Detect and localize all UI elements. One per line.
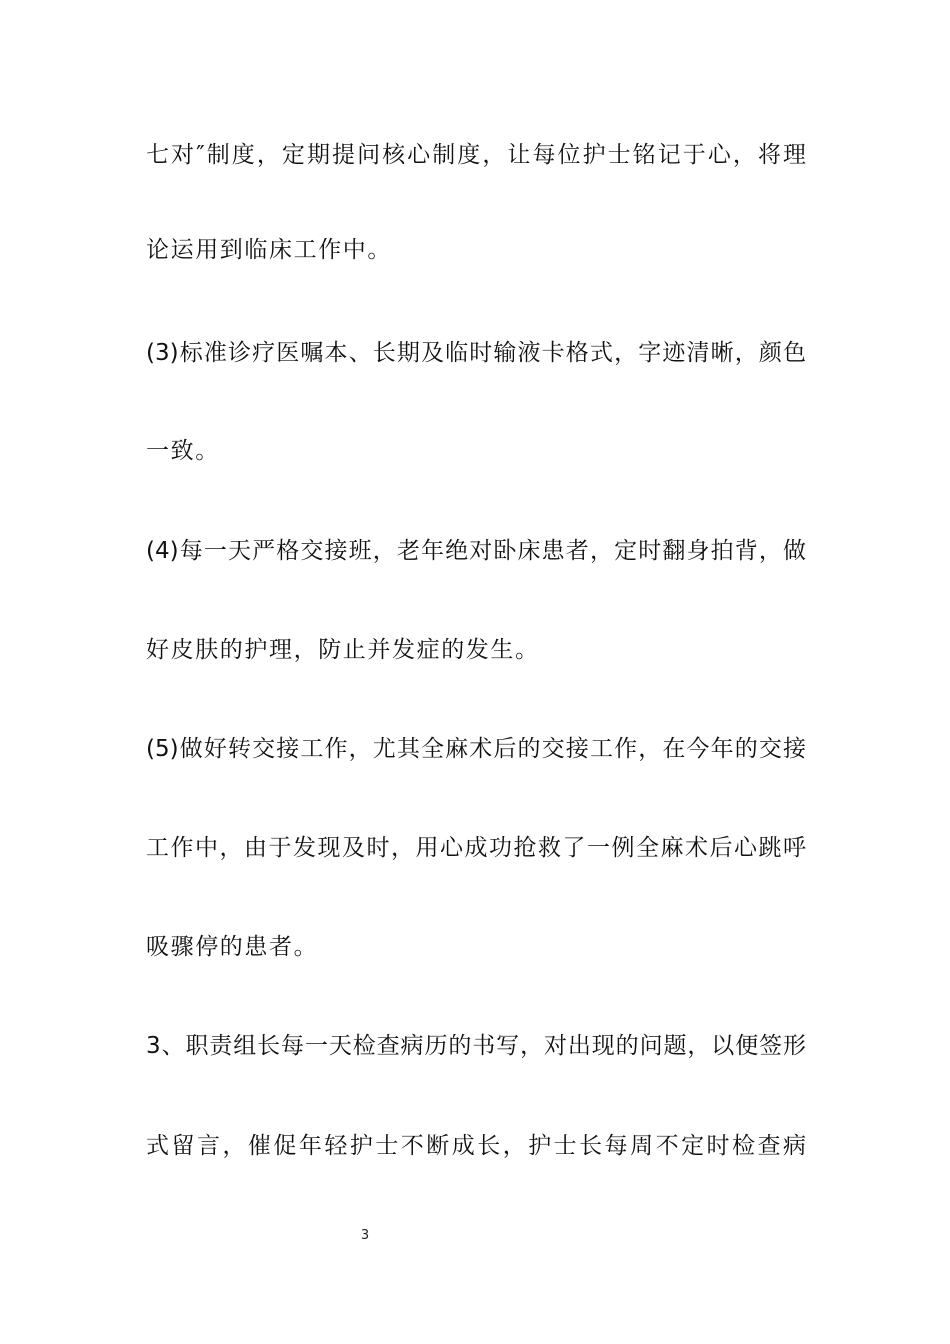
- text-line-9: 吸骤停的患者。: [146, 934, 319, 960]
- text-line-8: 工作中，由于发现及时，用心成功抢救了一例全麻术后心跳呼: [146, 835, 806, 861]
- text-line-4: 一致。: [146, 438, 220, 464]
- text-line-2: 论运用到临床工作中。: [146, 237, 392, 263]
- text-line-11: 式留言，催促年轻护士不断成长，护士长每周不定时检查病: [146, 1133, 806, 1159]
- text-line-10: 3、职责组长每一天检查病历的书写，对出现的问题，以便签形: [146, 1033, 806, 1059]
- text-line-3: (3)标准诊疗医嘱本、长期及临时输液卡格式，字迹清晰，颜色: [146, 340, 806, 366]
- text-line-5: (4)每一天严格交接班，老年绝对卧床患者，定时翻身拍背，做: [146, 538, 806, 564]
- text-line-6: 好皮肤的护理，防止并发症的发生。: [146, 637, 540, 663]
- text-line-1: 七对″制度，定期提问核心制度，让每位护士铭记于心，将理: [146, 142, 806, 168]
- page-number: 3: [360, 1228, 370, 1243]
- text-line-7: (5)做好转交接工作，尤其全麻术后的交接工作，在今年的交接: [146, 736, 806, 762]
